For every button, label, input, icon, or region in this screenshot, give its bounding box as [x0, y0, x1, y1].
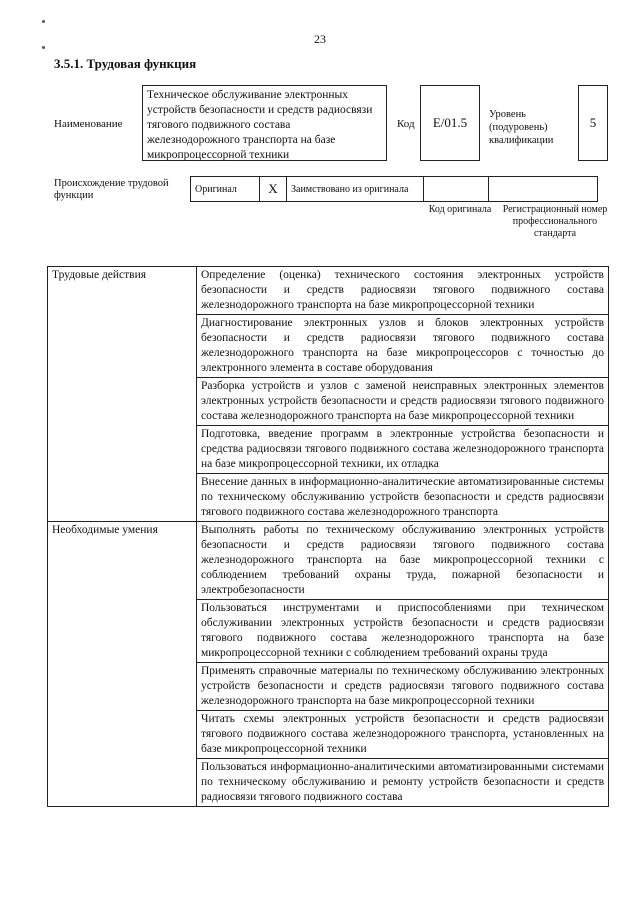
origin-code-cell [424, 177, 489, 202]
name-value: Техническое обслуживание электронных устройств безопасности и средств радиосвязи тягового подвижного состава железнодорожного транспорта на базе микропроцессорной техники [142, 85, 387, 161]
page-number: 23 [314, 32, 326, 46]
code-value: E/01.5 [420, 85, 480, 161]
origin-borrowed-label: Заимствовано из оригинала [287, 177, 424, 202]
level-label: Уровень (подуровень) квалификации [489, 109, 554, 146]
code-label: Код [397, 118, 415, 130]
item-cell: Разборка устройств и узлов с заменой неисправных электронных элементов электронных устройств безопасности и средств радиосвязи тягового подвижного состава железнодорожного транспорта на базе микропроцессорной техники [197, 378, 609, 426]
category-cell: Трудовые действия [48, 267, 197, 522]
item-cell: Выполнять работы по техническому обслуживанию электронных устройств безопасности и средств радиосвязи тягового подвижного состава железнодорожного транспорта на базе микропроцессорной техники с соблюдением требований охраны труда, пожарной безопасности и электробезопасности [197, 522, 609, 600]
margin-dot [42, 20, 45, 23]
name-label: Наименование [54, 118, 123, 130]
item-cell: Читать схемы электронных устройств безопасности и средств радиосвязи тягового подвижного состава железнодорожного транспорта, установленных на базе микропроцессорной техники [197, 711, 609, 759]
item-cell: Применять справочные материалы по техническому обслуживанию электронных устройств безопасности и средств радиосвязи тягового подвижного состава железнодорожного транспорта на базе микропроцессорной техники [197, 663, 609, 711]
table-row [48, 522, 609, 600]
origin-code-label: Код оригинала [428, 204, 492, 215]
item-cell: Внесение данных в информационно-аналитические автоматизированные системы по техническому обслуживанию устройств безопасности и средств радиосвязи тягового подвижного состава железнодорожного транспорта [197, 474, 609, 522]
function-table [47, 266, 609, 807]
item-cell: Подготовка, введение программ в электронные устройства безопасности и средства радиосвязи тягового подвижного состава железнодорожного транспорта на базе микропроцессорной техники, их отладка [197, 426, 609, 474]
category-cell: Необходимые умения [48, 522, 197, 807]
origin-original-label: Оригинал [191, 177, 260, 202]
item-cell: Пользоваться инструментами и приспособлениями при техническом обслуживании электронных устройств безопасности и средств радиосвязи тягового подвижного состава железнодорожного транспорта на базе микропроцессорной техники с соблюдением требований охраны труда [197, 600, 609, 663]
level-value: 5 [578, 85, 608, 161]
table-row [48, 267, 609, 315]
origin-label: Происхождение трудовой функции [54, 178, 169, 201]
section-title: 3.5.1. Трудовая функция [54, 56, 197, 71]
origin-original-mark: X [260, 177, 287, 202]
item-cell: Диагностирование электронных узлов и блоков электронных устройств безопасности и средств радиосвязи тягового подвижного состава железнодорожного транспорта на базе микропроцессоров с точностью до электронного элемента в составе оборудования [197, 315, 609, 378]
origin-reg-cell [489, 177, 598, 202]
item-cell: Определение (оценка) технического состояния электронных устройств безопасности и средств радиосвязи тягового подвижного состава железнодорожного транспорта на базе микропроцессорной техники [197, 267, 609, 315]
item-cell: Пользоваться информационно-аналитическими автоматизированными системами по техническому обслуживанию и ремонту устройств безопасности и средств радиосвязи тягового подвижного состава [197, 759, 609, 807]
origin-reg-label: Регистрационный номер профессионального стандарта [502, 204, 608, 239]
origin-table [190, 176, 598, 202]
